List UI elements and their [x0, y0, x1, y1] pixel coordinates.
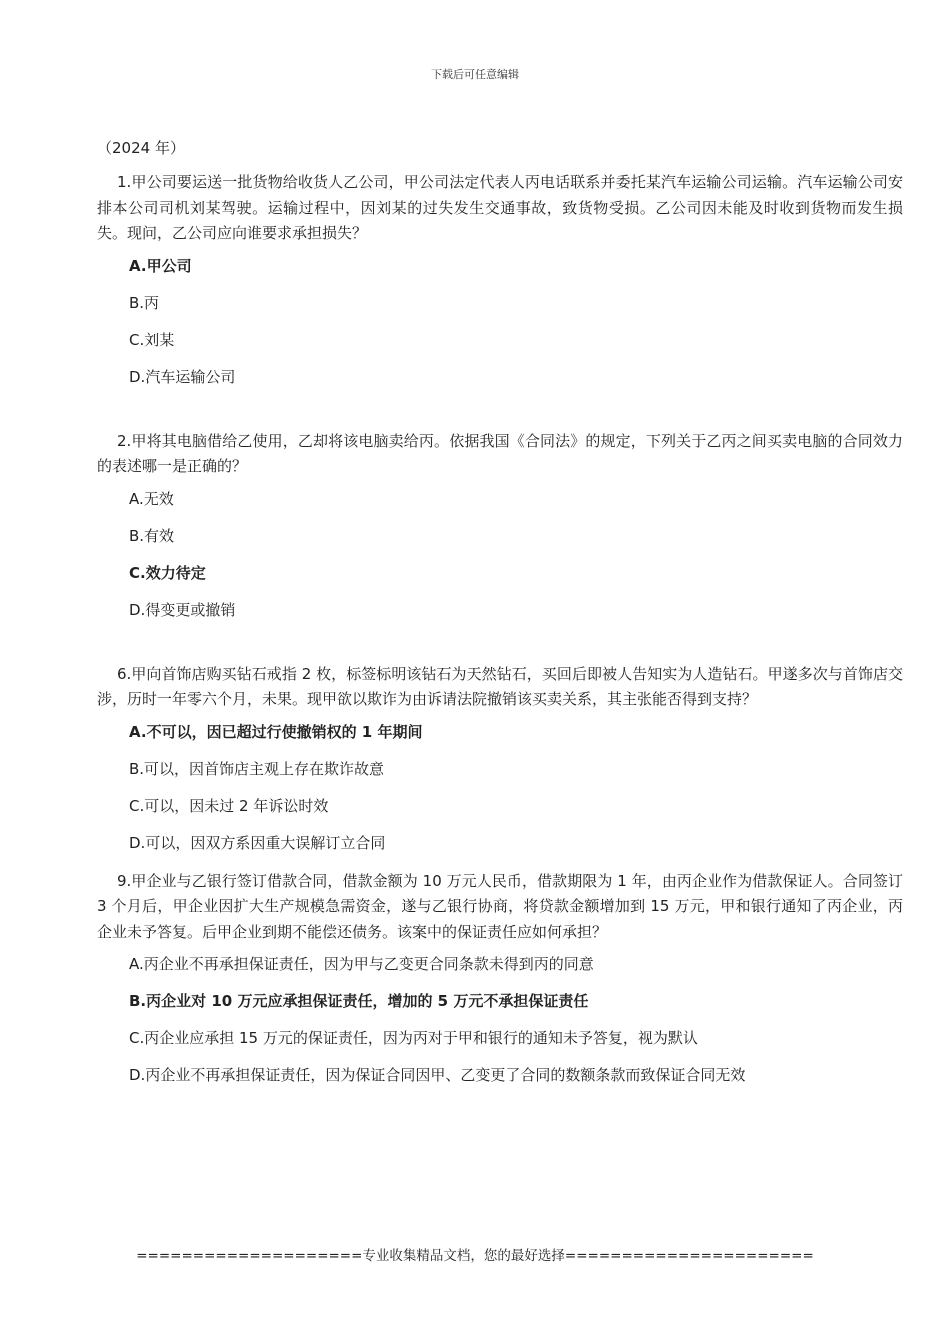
spacer	[97, 636, 903, 662]
spacer	[97, 403, 903, 429]
option: D.得变更或撤销	[129, 600, 236, 619]
question-stem: 2.甲将其电脑借给乙使用，乙却将该电脑卖给丙。依据我国《合同法》的规定，下列关于乙丙之间买卖电脑的合同效力的表述哪一是正确的？	[97, 431, 903, 475]
option: A.无效	[129, 489, 174, 508]
question-stem: 1.甲公司要运送一批货物给收货人乙公司，甲公司法定代表人丙电话联系并委托某汽车运输公司运输。汽车运输公司安排本公司司机刘某驾驶。运输过程中，因刘某的过失发生交通事故，致货物受损。乙公司因未能及时收到货物而发生损失。现问，乙公司应向谁要求承担损失？	[97, 173, 903, 242]
question-stem: 6.甲向首饰店购买钻石戒指 2 枚，标签标明该钻石为天然钻石，买回后即被人告知实为人造钻石。甲遂多次与首饰店交涉，历时一年零六个月，未果。现甲欲以欺诈为由诉请法院撤销该买卖关系，其主张能否得到支持？	[97, 664, 903, 708]
page-header: 下载后可任意编辑	[431, 68, 519, 81]
question-9	[97, 869, 903, 1087]
option: B.丙	[129, 293, 160, 312]
option: C.丙企业应承担 15 万元的保证责任，因为丙对于甲和银行的通知未予答复，视为默认	[129, 1029, 698, 1047]
question-2	[97, 429, 903, 621]
page-footer: ====================专业收集精品文档，您的最好选择======================	[136, 1248, 814, 1264]
question-6	[97, 662, 903, 854]
option: B.可以，因首饰店主观上存在欺诈故意	[129, 759, 385, 778]
option: B.有效	[129, 526, 175, 545]
option: C.刘某	[129, 330, 175, 349]
option: C.可以，因未过 2 年诉讼时效	[129, 796, 329, 815]
option: C.效力待定	[129, 563, 206, 582]
option: A.甲公司	[129, 256, 192, 275]
year-label: （2024 年）	[97, 139, 185, 157]
document-body	[97, 136, 903, 1101]
option: B.丙企业对 10 万元应承担保证责任，增加的 5 万元不承担保证责任	[129, 992, 589, 1010]
question-1	[97, 170, 903, 388]
option: A.丙企业不再承担保证责任，因为甲与乙变更合同条款未得到丙的同意	[129, 955, 594, 973]
question-stem: 9.甲企业与乙银行签订借款合同，借款金额为 10 万元人民币，借款期限为 1 年，由丙企业作为借款保证人。合同签订 3 个月后，甲企业因扩大生产规模急需资金，遂与乙银行协商，将贷款金额增加到 15 万元，甲和银行通知了丙企业，丙企业未予答复。后甲企业到期不能偿还债务。该案中的保证责任应如何承担？	[97, 871, 903, 941]
option: D.汽车运输公司	[129, 367, 236, 386]
option: A.不可以，因已超过行使撤销权的 1 年期间	[129, 722, 423, 741]
option: D.丙企业不再承担保证责任，因为保证合同因甲、乙变更了合同的数额条款而致保证合同无效	[129, 1066, 746, 1084]
option: D.可以，因双方系因重大误解订立合同	[129, 833, 386, 852]
